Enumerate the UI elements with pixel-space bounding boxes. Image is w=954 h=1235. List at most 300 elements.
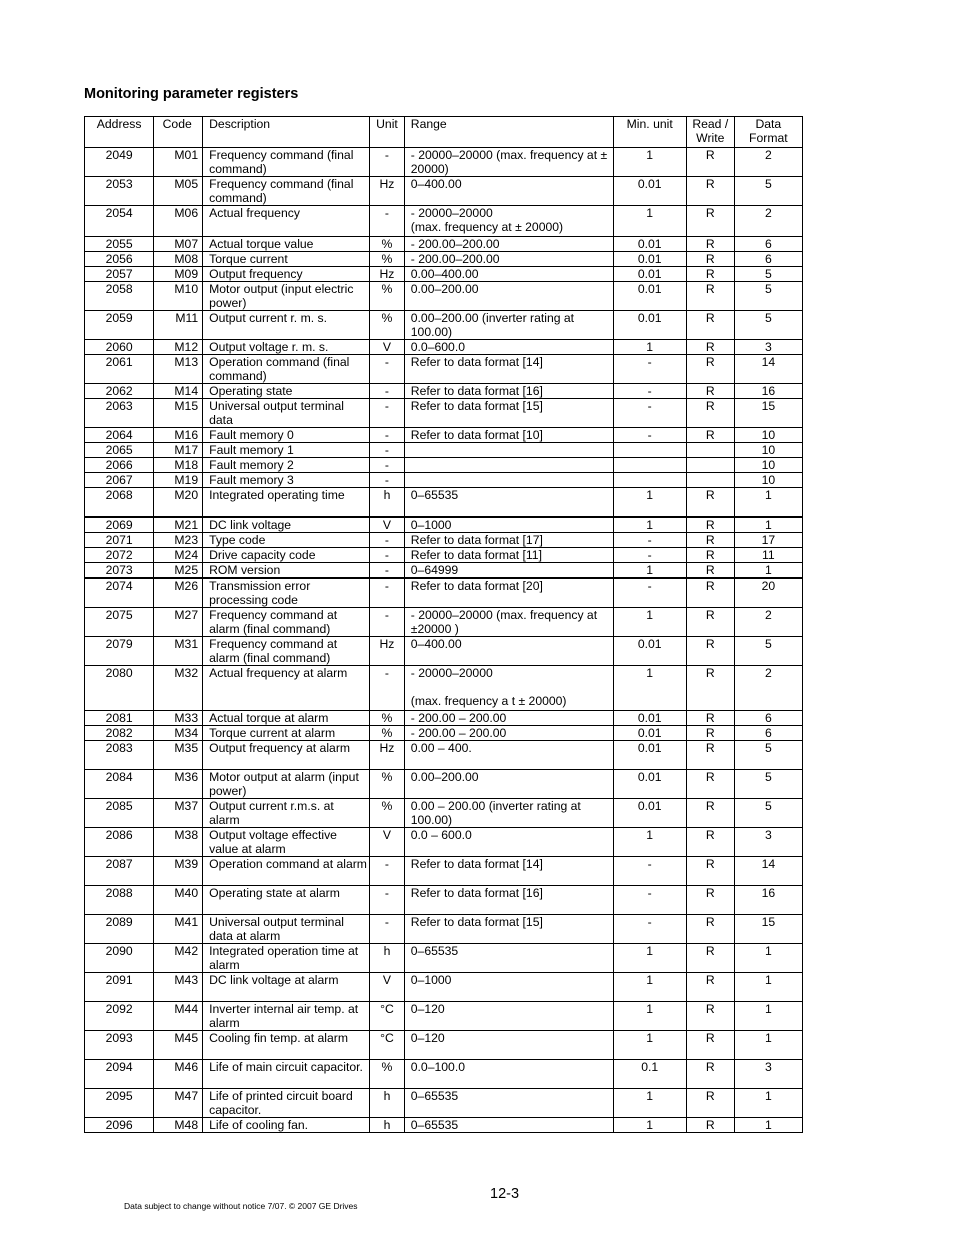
cell-data-format: 1: [734, 1088, 802, 1117]
cell-code: M44: [154, 1001, 203, 1030]
cell-range: Refer to data format [17]: [404, 532, 613, 547]
cell-code: M41: [154, 914, 203, 943]
cell-description: Operation command (final command): [203, 355, 370, 384]
cell-data-format: 16: [734, 885, 802, 914]
table-row: [85, 148, 803, 177]
cell-min-unit: 0.01: [613, 740, 686, 769]
cell-read-write: R: [686, 1117, 734, 1132]
cell-data-format: 3: [734, 340, 802, 355]
cell-code: M46: [154, 1059, 203, 1088]
cell-read-write: R: [686, 725, 734, 740]
cell-data-format: 15: [734, 399, 802, 428]
cell-min-unit: 0.01: [613, 177, 686, 206]
cell-description: DC link voltage at alarm: [203, 972, 370, 1001]
cell-unit: -: [370, 148, 405, 177]
cell-description: Frequency command (final command): [203, 148, 370, 177]
cell-range: Refer to data format [20]: [404, 578, 613, 608]
cell-data-format: 17: [734, 532, 802, 547]
cell-min-unit: 0.01: [613, 311, 686, 340]
cell-data-format: 6: [734, 237, 802, 252]
cell-unit: -: [370, 399, 405, 428]
cell-range: Refer to data format [15]: [404, 399, 613, 428]
cell-data-format: 5: [734, 282, 802, 311]
table-row: [85, 206, 803, 237]
cell-unit: -: [370, 384, 405, 399]
cell-range: [404, 443, 613, 458]
cell-read-write: R: [686, 562, 734, 578]
cell-range: - 20000–20000 (max. frequency at ±20000 ): [404, 607, 613, 636]
cell-unit: %: [370, 252, 405, 267]
cell-address: 2065: [85, 443, 154, 458]
cell-data-format: 1: [734, 1001, 802, 1030]
cell-min-unit: 1: [613, 562, 686, 578]
cell-unit: h: [370, 943, 405, 972]
cell-range: - 20000–20000 (max. frequency at ± 20000): [404, 148, 613, 177]
cell-address: 2095: [85, 1088, 154, 1117]
cell-range: [404, 458, 613, 473]
cell-range: - 20000–20000 (max. frequency at ± 20000): [404, 206, 613, 237]
cell-min-unit: 1: [613, 607, 686, 636]
cell-code: M31: [154, 636, 203, 665]
cell-unit: -: [370, 206, 405, 237]
cell-code: M43: [154, 972, 203, 1001]
cell-unit: h: [370, 488, 405, 517]
table-row: [85, 769, 803, 798]
cell-range: - 200.00–200.00: [404, 237, 613, 252]
cell-code: M05: [154, 177, 203, 206]
table-row: [85, 710, 803, 725]
cell-code: M18: [154, 458, 203, 473]
cell-unit: %: [370, 725, 405, 740]
cell-description: Integrated operating time: [203, 488, 370, 517]
table-row: [85, 740, 803, 769]
cell-code: M33: [154, 710, 203, 725]
cell-min-unit: 0.01: [613, 252, 686, 267]
cell-address: 2089: [85, 914, 154, 943]
cell-address: 2069: [85, 517, 154, 533]
cell-min-unit: [613, 458, 686, 473]
cell-min-unit: 0.01: [613, 798, 686, 827]
col-header-code: Code: [154, 117, 203, 148]
cell-address: 2094: [85, 1059, 154, 1088]
cell-min-unit: 0.01: [613, 636, 686, 665]
cell-min-unit: 1: [613, 943, 686, 972]
cell-code: M35: [154, 740, 203, 769]
cell-unit: Hz: [370, 267, 405, 282]
cell-address: 2084: [85, 769, 154, 798]
cell-unit: -: [370, 547, 405, 562]
cell-range: - 20000–20000 (max. frequency a t ± 20000): [404, 665, 613, 710]
table-row: [85, 972, 803, 1001]
col-header-min-unit: Min. unit: [613, 117, 686, 148]
col-header-description: Description: [203, 117, 370, 148]
cell-address: 2072: [85, 547, 154, 562]
cell-range: Refer to data format [11]: [404, 547, 613, 562]
cell-code: M10: [154, 282, 203, 311]
cell-read-write: R: [686, 340, 734, 355]
col-header-read-write: Read / Write: [686, 117, 734, 148]
cell-read-write: R: [686, 399, 734, 428]
cell-min-unit: 1: [613, 827, 686, 856]
cell-description: Frequency command at alarm (final command): [203, 607, 370, 636]
cell-unit: -: [370, 562, 405, 578]
cell-range: 0.00 – 200.00 (inverter rating at 100.00): [404, 798, 613, 827]
cell-description: Output frequency at alarm: [203, 740, 370, 769]
cell-min-unit: -: [613, 547, 686, 562]
cell-data-format: 5: [734, 267, 802, 282]
cell-unit: %: [370, 769, 405, 798]
cell-unit: h: [370, 1088, 405, 1117]
cell-code: M26: [154, 578, 203, 608]
cell-address: 2073: [85, 562, 154, 578]
cell-range: 0.0–600.0: [404, 340, 613, 355]
page-number: 12-3: [490, 1186, 520, 1202]
cell-description: Output frequency: [203, 267, 370, 282]
cell-data-format: 1: [734, 943, 802, 972]
cell-description: Fault memory 0: [203, 428, 370, 443]
cell-code: M48: [154, 1117, 203, 1132]
table-row: [85, 488, 803, 517]
cell-data-format: 5: [734, 769, 802, 798]
cell-code: M38: [154, 827, 203, 856]
table-row: [85, 311, 803, 340]
cell-unit: %: [370, 1059, 405, 1088]
cell-description: Actual frequency: [203, 206, 370, 237]
table-row: [85, 1001, 803, 1030]
cell-code: M40: [154, 885, 203, 914]
cell-code: M36: [154, 769, 203, 798]
cell-address: 2054: [85, 206, 154, 237]
table-row: [85, 282, 803, 311]
cell-address: 2059: [85, 311, 154, 340]
cell-description: Output current r.m.s. at alarm: [203, 798, 370, 827]
cell-range: 0.00–400.00: [404, 267, 613, 282]
cell-address: 2085: [85, 798, 154, 827]
cell-data-format: 2: [734, 148, 802, 177]
cell-read-write: R: [686, 665, 734, 710]
cell-data-format: 3: [734, 827, 802, 856]
cell-data-format: 16: [734, 384, 802, 399]
cell-address: 2053: [85, 177, 154, 206]
cell-unit: Hz: [370, 636, 405, 665]
cell-read-write: [686, 473, 734, 488]
cell-code: M27: [154, 607, 203, 636]
cell-code: M25: [154, 562, 203, 578]
cell-read-write: [686, 443, 734, 458]
cell-data-format: 1: [734, 517, 802, 533]
cell-unit: Hz: [370, 740, 405, 769]
cell-read-write: R: [686, 252, 734, 267]
cell-min-unit: 0.01: [613, 710, 686, 725]
cell-address: 2068: [85, 488, 154, 517]
cell-data-format: 2: [734, 665, 802, 710]
cell-code: M45: [154, 1030, 203, 1059]
table-row: [85, 252, 803, 267]
cell-address: 2057: [85, 267, 154, 282]
cell-read-write: R: [686, 798, 734, 827]
cell-code: M17: [154, 443, 203, 458]
cell-range: Refer to data format [10]: [404, 428, 613, 443]
cell-min-unit: 1: [613, 1088, 686, 1117]
cell-unit: -: [370, 885, 405, 914]
footer-note: Data subject to change without notice 7/07. © 2007 GE Drives: [124, 1201, 358, 1211]
cell-description: Fault memory 3: [203, 473, 370, 488]
cell-read-write: R: [686, 282, 734, 311]
cell-description: Life of main circuit capacitor.: [203, 1059, 370, 1088]
cell-data-format: 1: [734, 562, 802, 578]
cell-read-write: R: [686, 607, 734, 636]
table-row: [85, 355, 803, 384]
cell-address: 2074: [85, 578, 154, 608]
table-row: [85, 1030, 803, 1059]
table-row: [85, 665, 803, 710]
cell-code: M39: [154, 856, 203, 885]
cell-range: 0.00–200.00: [404, 769, 613, 798]
table-row: [85, 532, 803, 547]
col-header-range: Range: [404, 117, 613, 148]
cell-code: M23: [154, 532, 203, 547]
cell-read-write: R: [686, 237, 734, 252]
cell-min-unit: 1: [613, 340, 686, 355]
cell-read-write: R: [686, 1001, 734, 1030]
cell-description: Operating state: [203, 384, 370, 399]
cell-min-unit: 0.01: [613, 237, 686, 252]
cell-data-format: 5: [734, 740, 802, 769]
cell-data-format: 1: [734, 1117, 802, 1132]
cell-range: 0–120: [404, 1001, 613, 1030]
cell-data-format: 1: [734, 488, 802, 517]
cell-read-write: R: [686, 885, 734, 914]
cell-range: Refer to data format [16]: [404, 885, 613, 914]
cell-description: Universal output terminal data: [203, 399, 370, 428]
cell-read-write: R: [686, 547, 734, 562]
cell-read-write: R: [686, 488, 734, 517]
cell-description: Output voltage effective value at alarm: [203, 827, 370, 856]
cell-code: M24: [154, 547, 203, 562]
cell-data-format: 10: [734, 458, 802, 473]
cell-read-write: R: [686, 428, 734, 443]
table-row: [85, 547, 803, 562]
table-row: [85, 885, 803, 914]
cell-description: Transmission error processing code: [203, 578, 370, 608]
cell-unit: °C: [370, 1001, 405, 1030]
cell-code: M08: [154, 252, 203, 267]
cell-code: M21: [154, 517, 203, 533]
cell-unit: V: [370, 972, 405, 1001]
cell-min-unit: 0.1: [613, 1059, 686, 1088]
cell-range: 0–120: [404, 1030, 613, 1059]
table-row: [85, 562, 803, 578]
cell-description: Integrated operation time at alarm: [203, 943, 370, 972]
cell-data-format: 10: [734, 428, 802, 443]
cell-code: M12: [154, 340, 203, 355]
table-row: [85, 798, 803, 827]
cell-data-format: 3: [734, 1059, 802, 1088]
cell-min-unit: 0.01: [613, 725, 686, 740]
cell-min-unit: 1: [613, 488, 686, 517]
cell-description: DC link voltage: [203, 517, 370, 533]
cell-data-format: 5: [734, 636, 802, 665]
cell-description: Motor output (input electric power): [203, 282, 370, 311]
cell-data-format: 1: [734, 1030, 802, 1059]
cell-min-unit: -: [613, 885, 686, 914]
table-row: [85, 517, 803, 533]
cell-data-format: 2: [734, 206, 802, 237]
cell-range: Refer to data format [16]: [404, 384, 613, 399]
cell-data-format: 5: [734, 177, 802, 206]
cell-min-unit: 1: [613, 148, 686, 177]
table-row: [85, 428, 803, 443]
table-row: [85, 914, 803, 943]
table-row: [85, 1088, 803, 1117]
cell-unit: %: [370, 237, 405, 252]
cell-address: 2049: [85, 148, 154, 177]
cell-read-write: R: [686, 177, 734, 206]
cell-range: 0.00 – 400.: [404, 740, 613, 769]
cell-unit: -: [370, 473, 405, 488]
cell-range: 0–65535: [404, 1117, 613, 1132]
cell-read-write: R: [686, 1059, 734, 1088]
cell-description: Life of printed circuit board capacitor.: [203, 1088, 370, 1117]
cell-code: M37: [154, 798, 203, 827]
cell-address: 2064: [85, 428, 154, 443]
table-row: [85, 943, 803, 972]
table-row: [85, 578, 803, 608]
cell-address: 2062: [85, 384, 154, 399]
col-header-address: Address: [85, 117, 154, 148]
table-row: [85, 340, 803, 355]
cell-code: M42: [154, 943, 203, 972]
cell-code: M34: [154, 725, 203, 740]
cell-code: M06: [154, 206, 203, 237]
table-row: [85, 636, 803, 665]
cell-read-write: R: [686, 636, 734, 665]
cell-unit: °C: [370, 1030, 405, 1059]
cell-read-write: R: [686, 710, 734, 725]
monitoring-registers-table: [84, 116, 803, 1133]
table-row: [85, 607, 803, 636]
cell-description: Motor output at alarm (input power): [203, 769, 370, 798]
cell-description: Frequency command at alarm (final command): [203, 636, 370, 665]
cell-unit: %: [370, 798, 405, 827]
cell-address: 2090: [85, 943, 154, 972]
cell-description: Fault memory 1: [203, 443, 370, 458]
cell-read-write: R: [686, 1030, 734, 1059]
cell-address: 2067: [85, 473, 154, 488]
cell-unit: -: [370, 355, 405, 384]
cell-unit: V: [370, 827, 405, 856]
cell-code: M16: [154, 428, 203, 443]
cell-address: 2058: [85, 282, 154, 311]
cell-description: Universal output terminal data at alarm: [203, 914, 370, 943]
cell-code: M15: [154, 399, 203, 428]
cell-range: [404, 473, 613, 488]
cell-range: 0.00–200.00 (inverter rating at 100.00): [404, 311, 613, 340]
cell-read-write: R: [686, 532, 734, 547]
cell-range: 0–400.00: [404, 177, 613, 206]
cell-address: 2056: [85, 252, 154, 267]
cell-address: 2071: [85, 532, 154, 547]
cell-unit: -: [370, 532, 405, 547]
cell-unit: V: [370, 340, 405, 355]
cell-description: Type code: [203, 532, 370, 547]
cell-read-write: R: [686, 384, 734, 399]
cell-unit: -: [370, 428, 405, 443]
cell-unit: -: [370, 578, 405, 608]
cell-data-format: 2: [734, 607, 802, 636]
table-row: [85, 725, 803, 740]
cell-read-write: R: [686, 827, 734, 856]
cell-read-write: R: [686, 856, 734, 885]
cell-min-unit: -: [613, 914, 686, 943]
cell-code: M19: [154, 473, 203, 488]
cell-description: Torque current at alarm: [203, 725, 370, 740]
table-row: [85, 1059, 803, 1088]
cell-min-unit: -: [613, 399, 686, 428]
cell-read-write: R: [686, 517, 734, 533]
cell-range: Refer to data format [14]: [404, 355, 613, 384]
cell-address: 2066: [85, 458, 154, 473]
cell-address: 2061: [85, 355, 154, 384]
cell-description: Actual frequency at alarm: [203, 665, 370, 710]
cell-unit: V: [370, 517, 405, 533]
cell-description: Inverter internal air temp. at alarm: [203, 1001, 370, 1030]
cell-description: Torque current: [203, 252, 370, 267]
cell-range: Refer to data format [14]: [404, 856, 613, 885]
cell-code: M07: [154, 237, 203, 252]
table-row: [85, 177, 803, 206]
cell-description: Cooling fin temp. at alarm: [203, 1030, 370, 1059]
cell-code: M13: [154, 355, 203, 384]
cell-min-unit: 0.01: [613, 267, 686, 282]
cell-address: 2075: [85, 607, 154, 636]
cell-unit: -: [370, 458, 405, 473]
cell-min-unit: 1: [613, 517, 686, 533]
cell-read-write: R: [686, 148, 734, 177]
cell-address: 2092: [85, 1001, 154, 1030]
cell-range: 0–1000: [404, 517, 613, 533]
cell-read-write: R: [686, 355, 734, 384]
cell-min-unit: -: [613, 384, 686, 399]
col-header-unit: Unit: [370, 117, 405, 148]
cell-range: 0.0–100.0: [404, 1059, 613, 1088]
cell-data-format: 14: [734, 355, 802, 384]
table-row: [85, 399, 803, 428]
cell-read-write: R: [686, 311, 734, 340]
table-body: [85, 148, 803, 1133]
cell-range: 0.0 – 600.0: [404, 827, 613, 856]
cell-description: Output voltage r. m. s.: [203, 340, 370, 355]
cell-read-write: R: [686, 972, 734, 1001]
table-row: [85, 443, 803, 458]
cell-min-unit: 1: [613, 206, 686, 237]
table-row: [85, 827, 803, 856]
cell-data-format: 5: [734, 798, 802, 827]
cell-data-format: 14: [734, 856, 802, 885]
cell-data-format: 5: [734, 311, 802, 340]
cell-description: Life of cooling fan.: [203, 1117, 370, 1132]
cell-code: M32: [154, 665, 203, 710]
cell-unit: -: [370, 665, 405, 710]
cell-read-write: [686, 458, 734, 473]
cell-description: Output current r. m. s.: [203, 311, 370, 340]
cell-min-unit: [613, 473, 686, 488]
cell-read-write: R: [686, 914, 734, 943]
cell-min-unit: -: [613, 428, 686, 443]
cell-address: 2079: [85, 636, 154, 665]
cell-address: 2081: [85, 710, 154, 725]
cell-min-unit: -: [613, 856, 686, 885]
